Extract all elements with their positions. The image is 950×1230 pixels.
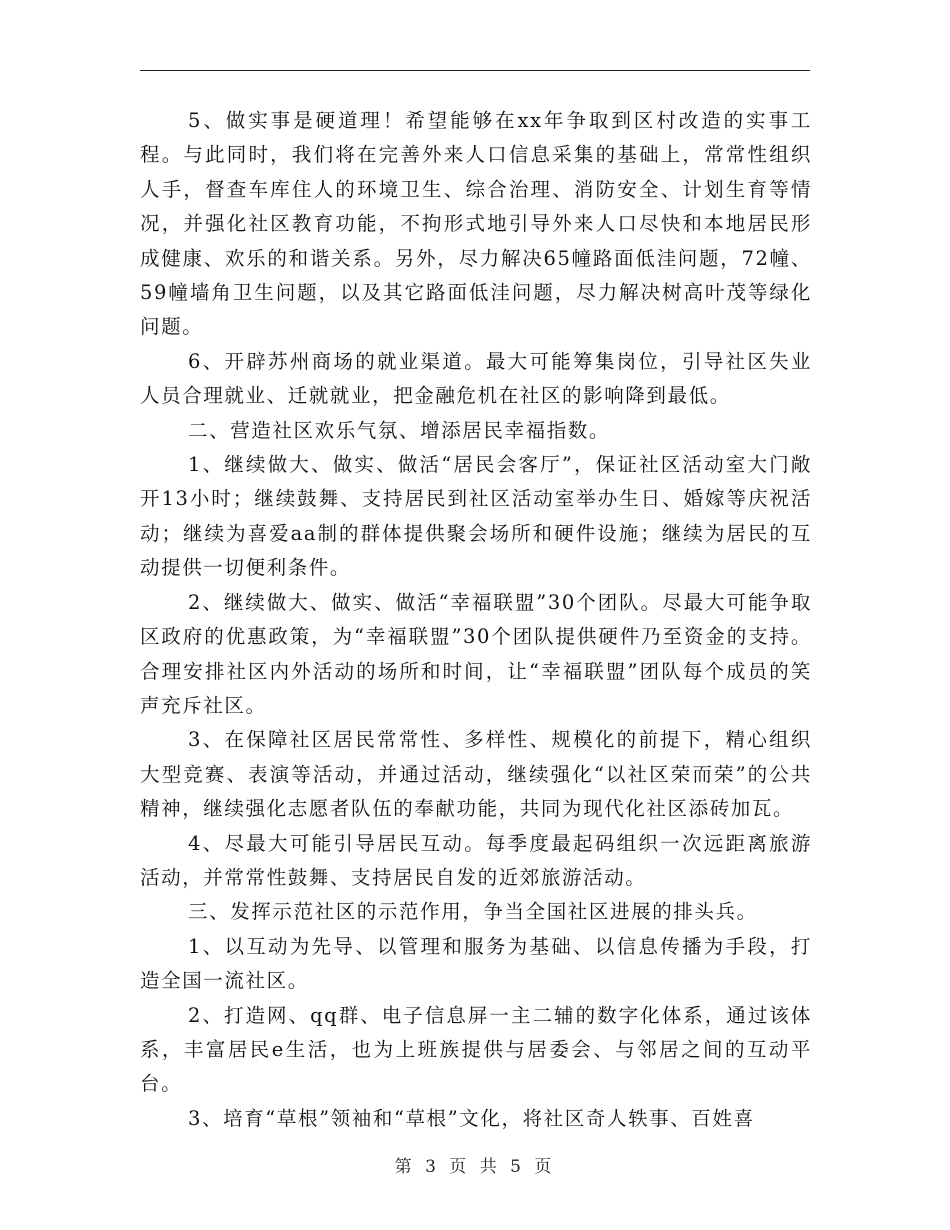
paragraph-8: 三、发挥示范社区的示范作用，争当全国社区进展的排头兵。 bbox=[188, 900, 758, 924]
paragraph-11: 3、培育“草根”领袖和“草根”文化，将社区奇人轶事、百姓喜 bbox=[188, 1106, 755, 1130]
document-body bbox=[140, 104, 812, 1136]
paragraph-10: 2、打造网、qq群、电子信息屏一主二辅的数字化体系，通过该体系，丰富居民e生活，也为上班族提供与居委会、与邻居之间的互动平台。 bbox=[140, 1003, 812, 1096]
paragraph-7: 4、尽最大可能引导居民互动。每季度最起码组织一次远距离旅游活动，并常常性鼓舞、支持居民自发的近郊旅游活动。 bbox=[140, 831, 812, 889]
paragraph-3: 二、营造社区欢乐气氛、增添居民幸福指数。 bbox=[188, 418, 611, 442]
header-rule bbox=[140, 70, 810, 71]
paragraph-1: 5、做实事是硬道理！希望能够在xx年争取到区村改造的实事工程。与此同时，我们将在完善外来人口信息采集的基础上，常常性组织人手，督查车库住人的环境卫生、综合治理、消防安全、计划生育等情况，并强化社区教育功能，不拘形式地引导外来人口尽快和本地居民形成健康、欢乐的和谐关系。另外，尽力解决65幢路面低洼问题，72幢、59幢墙角卫生问题，以及其它路面低洼问题，尽力解决树高叶茂等绿化问题。 bbox=[140, 109, 812, 339]
paragraph-2: 6、开辟苏州商场的就业渠道。最大可能筹集岗位，引导社区失业人员合理就业、迁就就业，把金融危机在社区的影响降到最低。 bbox=[140, 349, 812, 408]
paragraph-6: 3、在保障社区居民常常性、多样性、规模化的前提下，精心组织大型竞赛、表演等活动，并通过活动，继续强化“以社区荣而荣”的公共精神，继续强化志愿者队伍的奉献功能，共同为现代化社区添砖加瓦。 bbox=[140, 728, 812, 821]
paragraph-9: 1、以互动为先导、以管理和服务为基础、以信息传播为手段，打造全国一流社区。 bbox=[140, 934, 812, 993]
paragraph-5: 2、继续做大、做实、做活“幸福联盟”30个团队。尽最大可能争取区政府的优惠政策，为“幸福联盟”30个团队提供硬件乃至资金的支持。合理安排社区内外活动的场所和时间，让“幸福联盟”团队每个成员的笑声充斥社区。 bbox=[140, 590, 812, 717]
paragraph-4: 1、继续做大、做实、做活“居民会客厅”，保证社区活动室大门敞开13小时；继续鼓舞、支持居民到社区活动室举办生日、婚嫁等庆祝活动；继续为喜爱aa制的群体提供聚会场所和硬件设施；继续为居民的互动提供一切便利条件。 bbox=[140, 453, 812, 580]
page-footer: 第 3 页 共 5 页 bbox=[394, 1157, 556, 1177]
